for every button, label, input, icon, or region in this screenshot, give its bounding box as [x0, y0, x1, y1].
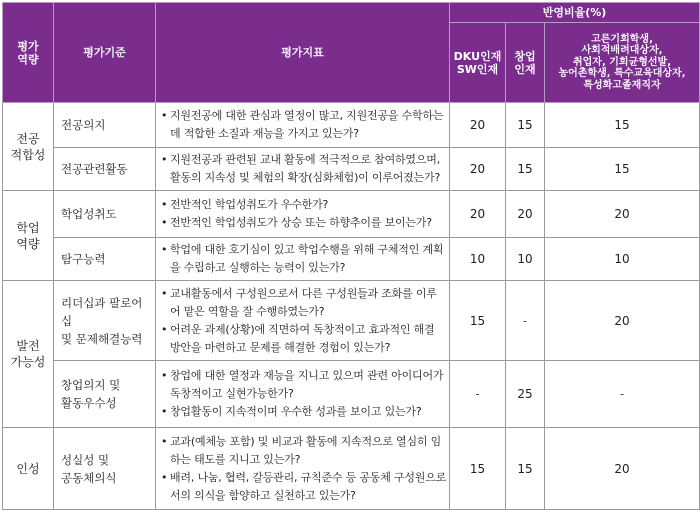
criterion-cell: 창업의지 및 활동우수성 [54, 361, 156, 428]
evaluation-criteria-table [2, 2, 700, 510]
header-indicators: 평가지표 [156, 3, 450, 103]
indicator-item: • 지원전공과 관련된 교내 활동에 적극적으로 참여하였으며, 활동의 지속성 및 체험의 확장(심화체험)이 이루어졌는가? [160, 151, 447, 187]
ratio-startup: 25 [506, 361, 545, 428]
indicator-item: • 교내활동에서 구성원으로서 다른 구성원들과 조화를 이루어 맡은 역할을 잘 수행하였는가? [160, 285, 447, 321]
table-row [3, 148, 700, 191]
header-criteria: 평가기준 [54, 3, 156, 103]
ratio-startup: 15 [506, 148, 545, 191]
ratio-dku: 10 [450, 238, 506, 281]
ratio-dku: 15 [450, 281, 506, 361]
area-growth: 발전 가능성 [3, 281, 54, 428]
indicator-item: • 교과(예체능 포함) 및 비교과 활동에 지속적으로 열심히 임하는 태도를 지니고 있는가? [160, 433, 447, 469]
criterion-cell: 전공의지 [54, 103, 156, 148]
area-academic: 학업 역량 [3, 191, 54, 281]
table-row [3, 238, 700, 281]
indicator-cell [156, 281, 450, 361]
ratio-startup: 15 [506, 428, 545, 510]
indicator-item: • 어려운 과제(상황)에 직면하여 독창적이고 효과적인 해결 방안을 마련하고 문제를 해결한 경험이 있는가? [160, 321, 447, 357]
criterion-cell: 탐구능력 [54, 238, 156, 281]
ratio-other: 20 [545, 191, 700, 238]
indicator-cell [156, 428, 450, 510]
ratio-startup: 20 [506, 191, 545, 238]
ratio-other: 20 [545, 428, 700, 510]
ratio-dku: - [450, 361, 506, 428]
ratio-dku: 15 [450, 428, 506, 510]
indicator-item: • 창업활동이 지속적이며 우수한 성과를 보이고 있는가? [160, 403, 447, 421]
indicator-cell [156, 148, 450, 191]
indicator-cell [156, 238, 450, 281]
ratio-other: - [545, 361, 700, 428]
indicator-cell [156, 103, 450, 148]
header-ratio-title: 반영비율(%) [450, 3, 700, 23]
table-row [3, 361, 700, 428]
ratio-other: 15 [545, 103, 700, 148]
table-row [3, 281, 700, 361]
criterion-cell: 리더십과 팔로어십 및 문제해결능력 [54, 281, 156, 361]
indicator-item: • 전반적인 학업성취도가 우수한가? [160, 196, 447, 214]
ratio-startup: 10 [506, 238, 545, 281]
criterion-cell: 학업성취도 [54, 191, 156, 238]
area-character: 인성 [3, 428, 54, 510]
ratio-other: 20 [545, 281, 700, 361]
indicator-item: • 지원전공에 대한 관심과 열정이 많고, 지원전공을 수학하는 데 적합한 소질과 재능을 가지고 있는가? [160, 107, 447, 143]
header-area: 평가 역량 [3, 3, 54, 103]
criterion-cell: 성실성 및 공동체의식 [54, 428, 156, 510]
table-row [3, 428, 700, 510]
indicator-item: • 배려, 나눔, 협력, 갈등관리, 규칙준수 등 공동체 구성원으로서의 의식을 함양하고 실천하고 있는가? [160, 469, 447, 505]
ratio-other: 10 [545, 238, 700, 281]
indicator-item: • 전반적인 학업성취도가 상승 또는 하향추이를 보이는가? [160, 214, 447, 232]
header-col-dku: DKU인재 SW인재 [450, 23, 506, 103]
ratio-startup: - [506, 281, 545, 361]
ratio-dku: 20 [450, 148, 506, 191]
ratio-other: 15 [545, 148, 700, 191]
indicator-cell [156, 361, 450, 428]
indicator-item: • 학업에 대한 호기심이 있고 학업수행을 위해 구체적인 계획을 수립하고 실행하는 능력이 있는가? [160, 241, 447, 277]
header-col-startup: 창업 인재 [506, 23, 545, 103]
ratio-dku: 20 [450, 191, 506, 238]
header-col-other: 고른기회학생, 사회적배려대상자, 취업자, 기회균형선발, 농어촌학생, 특수교육대상자, 특성화고졸재직자 [545, 23, 700, 103]
criterion-cell: 전공관련활동 [54, 148, 156, 191]
indicator-item: • 창업에 대한 열정과 재능을 지니고 있으며 관련 아이디어가 독창적이고 실현가능한가? [160, 367, 447, 403]
ratio-startup: 15 [506, 103, 545, 148]
ratio-dku: 20 [450, 103, 506, 148]
area-major: 전공 적합성 [3, 103, 54, 191]
table-row [3, 191, 700, 238]
table-row [3, 103, 700, 148]
indicator-cell [156, 191, 450, 238]
